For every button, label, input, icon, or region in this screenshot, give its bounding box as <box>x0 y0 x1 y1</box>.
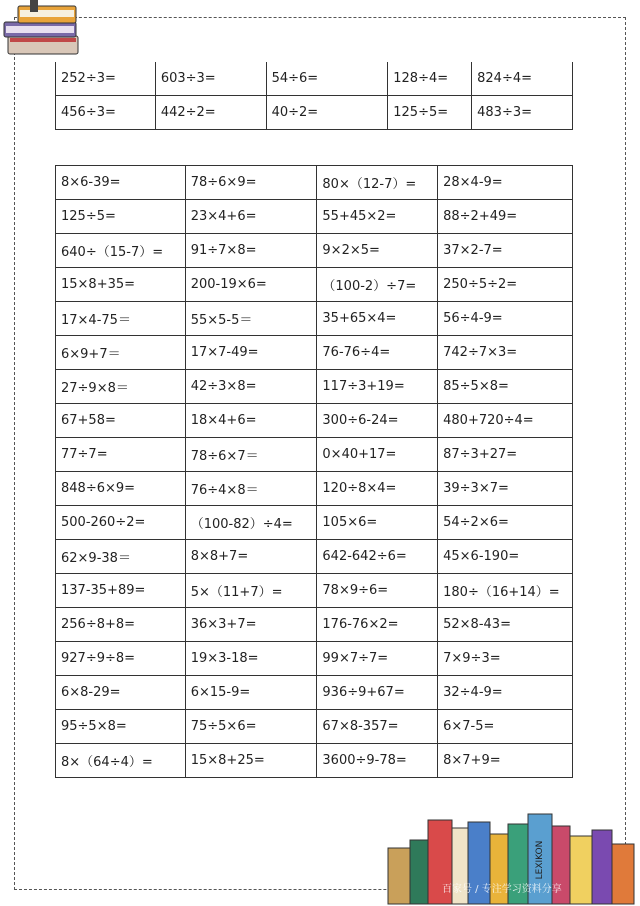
problem-cell: 6×8-29= <box>56 676 186 710</box>
problem-cell: 32÷4-9= <box>438 676 573 710</box>
problem-cell: 9×2×5= <box>317 234 438 268</box>
problem-cell: 3600÷9-78= <box>317 744 438 778</box>
problem-cell: 40÷2= <box>266 96 388 130</box>
problem-cell: 936÷9+67= <box>317 676 438 710</box>
problem-cell: （100-82）÷4= <box>185 506 317 540</box>
problem-cell: 15×8+35= <box>56 268 186 302</box>
problem-cell: 87÷3+27= <box>438 438 573 472</box>
problem-cell: 500-260÷2= <box>56 506 186 540</box>
problem-cell: （100-2）÷7= <box>317 268 438 302</box>
problem-cell: 256÷8+8= <box>56 608 186 642</box>
problem-cell: 36×3+7= <box>185 608 317 642</box>
problem-cell: 54÷2×6= <box>438 506 573 540</box>
problem-cell: 35+65×4= <box>317 302 438 336</box>
problem-cell: 55×5-5＝ <box>185 302 317 336</box>
mixed-calc-row <box>56 166 573 200</box>
mixed-calc-row <box>56 608 573 642</box>
problem-cell: 76-76÷4= <box>317 336 438 370</box>
problem-cell: 8×（64÷4）= <box>56 744 186 778</box>
problem-cell: 95÷5×8= <box>56 710 186 744</box>
problem-cell: 78×9÷6= <box>317 574 438 608</box>
mixed-calc-row <box>56 744 573 778</box>
problem-cell: 77÷7= <box>56 438 186 472</box>
problem-cell: 18×4+6= <box>185 404 317 438</box>
quick-calc-row <box>56 96 573 130</box>
mixed-calc-row <box>56 574 573 608</box>
problem-cell: 442÷2= <box>155 96 266 130</box>
problem-cell: 23×4+6= <box>185 200 317 234</box>
problem-cell: 17×4-75＝ <box>56 302 186 336</box>
mixed-calc-table <box>55 165 573 778</box>
problem-cell: 17×7-49= <box>185 336 317 370</box>
watermark-text: 百家号 / 专注学习资料分享 <box>442 884 562 895</box>
book-stack-icon <box>0 0 90 60</box>
problem-cell: 28×4-9= <box>438 166 573 200</box>
problem-cell: 78÷6×7＝ <box>185 438 317 472</box>
problem-cell: 300÷6-24= <box>317 404 438 438</box>
mixed-calc-row <box>56 200 573 234</box>
problem-cell: 27÷9×8＝ <box>56 370 186 404</box>
problem-cell: 91÷7×8= <box>185 234 317 268</box>
problem-cell: 848÷6×9= <box>56 472 186 506</box>
problem-cell: 128÷4= <box>388 62 472 96</box>
mixed-calc-row <box>56 438 573 472</box>
problem-cell: 180÷（16+14）= <box>438 574 573 608</box>
mixed-calc-row <box>56 234 573 268</box>
problem-cell: 8×7+9= <box>438 744 573 778</box>
problem-cell: 55+45×2= <box>317 200 438 234</box>
problem-cell: 824÷4= <box>472 62 573 96</box>
mixed-calc-row <box>56 642 573 676</box>
problem-cell: 7×9÷3= <box>438 642 573 676</box>
problem-cell: 927÷9÷8= <box>56 642 186 676</box>
mixed-calc-row <box>56 302 573 336</box>
problem-cell: 54÷6= <box>266 62 388 96</box>
problem-cell: 88÷2+49= <box>438 200 573 234</box>
problem-cell: 42÷3×8= <box>185 370 317 404</box>
problem-cell: 85÷5×8= <box>438 370 573 404</box>
problem-cell: 5×（11+7）= <box>185 574 317 608</box>
problem-cell: 117÷3+19= <box>317 370 438 404</box>
problem-cell: 67×8-357= <box>317 710 438 744</box>
problem-cell: 742÷7×3= <box>438 336 573 370</box>
problem-cell: 456÷3= <box>56 96 156 130</box>
mixed-calc-row <box>56 472 573 506</box>
mixed-calc-row <box>56 676 573 710</box>
mixed-calc-row <box>56 710 573 744</box>
problem-cell: 120÷8×4= <box>317 472 438 506</box>
bookshelf-icon <box>382 800 640 906</box>
quick-calc-row <box>56 62 573 96</box>
problem-cell: 105×6= <box>317 506 438 540</box>
problem-cell: 6×7-5= <box>438 710 573 744</box>
quick-calc-table <box>55 62 573 130</box>
book-spine-label: LEXIKON <box>535 840 545 880</box>
problem-cell: 252÷3= <box>56 62 156 96</box>
problem-cell: 8×8+7= <box>185 540 317 574</box>
problem-cell: 0×40+17= <box>317 438 438 472</box>
mixed-calc-row <box>56 540 573 574</box>
problem-cell: 640÷（15-7）= <box>56 234 186 268</box>
problem-cell: 642-642÷6= <box>317 540 438 574</box>
problem-cell: 125÷5= <box>388 96 472 130</box>
problem-cell: 19×3-18= <box>185 642 317 676</box>
problem-cell: 176-76×2= <box>317 608 438 642</box>
problem-cell: 37×2-7= <box>438 234 573 268</box>
problem-cell: 125÷5= <box>56 200 186 234</box>
problem-cell: 483÷3= <box>472 96 573 130</box>
problem-cell: 45×6-190= <box>438 540 573 574</box>
problem-cell: 8×6-39= <box>56 166 186 200</box>
problem-cell: 80×（12-7）= <box>317 166 438 200</box>
problem-cell: 99×7÷7= <box>317 642 438 676</box>
problem-cell: 6×15-9= <box>185 676 317 710</box>
problem-cell: 137-35+89= <box>56 574 186 608</box>
problem-cell: 78÷6×9= <box>185 166 317 200</box>
problem-cell: 39÷3×7= <box>438 472 573 506</box>
mixed-calc-row <box>56 268 573 302</box>
problem-cell: 62×9-38＝ <box>56 540 186 574</box>
mixed-calc-row <box>56 404 573 438</box>
problem-cell: 52×8-43= <box>438 608 573 642</box>
problem-cell: 6×9+7＝ <box>56 336 186 370</box>
problem-cell: 603÷3= <box>155 62 266 96</box>
problem-cell: 75÷5×6= <box>185 710 317 744</box>
problem-cell: 480+720÷4= <box>438 404 573 438</box>
problem-cell: 76÷4×8＝ <box>185 472 317 506</box>
mixed-calc-row <box>56 506 573 540</box>
mixed-calc-row <box>56 370 573 404</box>
problem-cell: 200-19×6= <box>185 268 317 302</box>
problem-cell: 250÷5÷2= <box>438 268 573 302</box>
mixed-calc-row <box>56 336 573 370</box>
problem-cell: 67+58= <box>56 404 186 438</box>
problem-cell: 56÷4-9= <box>438 302 573 336</box>
problem-cell: 15×8+25= <box>185 744 317 778</box>
